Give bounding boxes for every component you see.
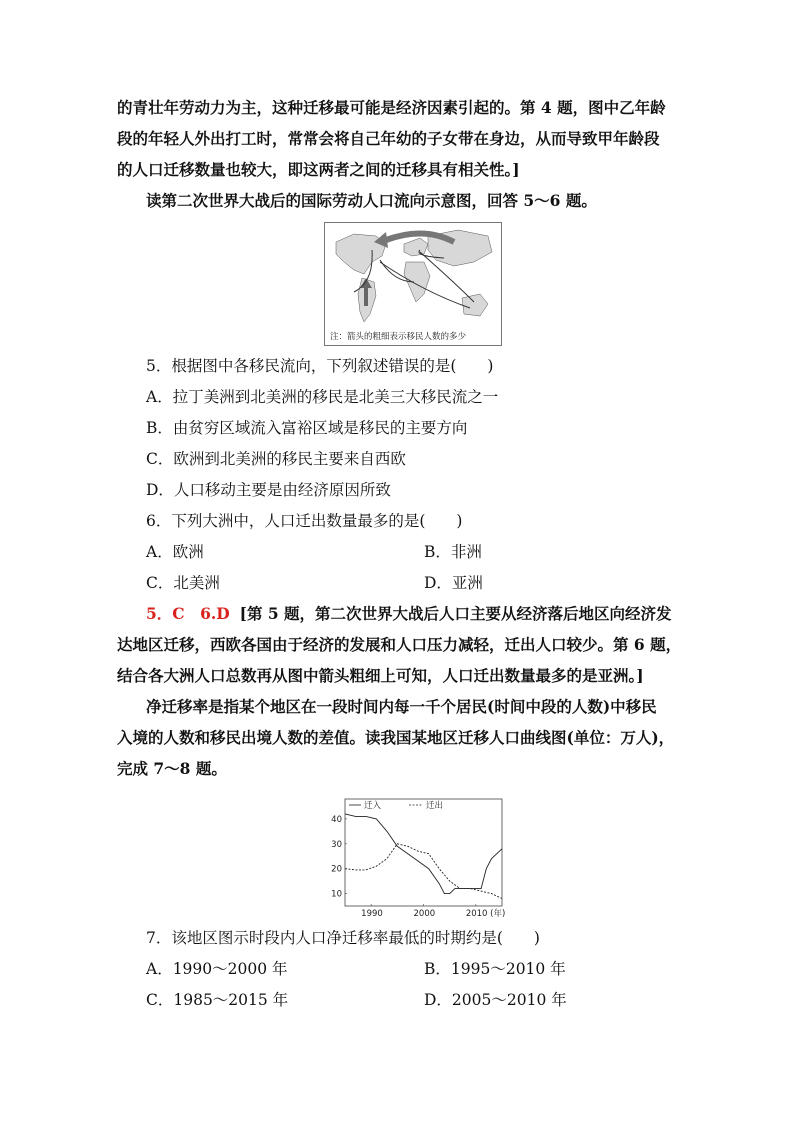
q6-option-b: B．非洲 (424, 543, 482, 561)
answer-line-1 (146, 604, 672, 624)
answer-line-2: 达地区迁移，西欧各国由于经济的发展和人口压力减轻，迁出人口较少。第 6 题， (117, 635, 682, 654)
legend-label-out: 迁出 (426, 801, 444, 811)
q6-option-d: D．亚洲 (424, 574, 483, 592)
intro2-line-1: 净迁移率是指某个地区在一段时间内每一千个居民(时间中段的人数)中移民 (146, 697, 657, 716)
q7-option-b: B．1995～2010 年 (424, 960, 566, 978)
q5-option-c: C．欧洲到北美洲的移民主要来自西欧 (146, 450, 406, 468)
q7-option-a: A．1990～2000 年 (146, 960, 288, 978)
plot-frame (345, 799, 502, 906)
text-line-2: 段的年轻人外出打工时，常常会将自己年幼的子女带在身边，从而导致甲年龄段 (117, 129, 660, 148)
x-tick-label: 2000 (413, 909, 436, 919)
q7-stem: 7．该地区图示时段内人口净迁移率最低的时期约是( ) (146, 929, 540, 947)
y-tick-label: 40 (331, 814, 342, 825)
chart-svg (327, 796, 505, 920)
map-note: 注：箭头的粗细表示移民人数的多少 (330, 332, 467, 342)
legend-label-in: 迁入 (364, 801, 382, 811)
q5-option-b: B．由贫穷区域流入富裕区域是移民的主要方向 (146, 419, 468, 437)
x-tick-label: 1990 (361, 909, 383, 919)
intro2-line-3: 完成 7～8 题。 (117, 759, 227, 778)
x-tick-label: 2010 (年) (465, 909, 505, 919)
world-map-image (324, 222, 502, 346)
answer-line-3: 结合各大洲人口总数再从图中箭头粗细上可知，人口迁出数量最多的是亚洲。] (117, 666, 644, 685)
q7-option-c: C．1985～2015 年 (146, 991, 289, 1009)
migration-line-chart (327, 796, 505, 920)
y-tick-label: 30 (331, 839, 342, 850)
intro2-line-2: 入境的人数和移民出境人数的差值。读我国某地区迁移人口曲线图(单位：万人)， (117, 728, 675, 747)
y-tick-label: 20 (331, 864, 342, 875)
q6-stem: 6．下列大洲中，人口迁出数量最多的是( ) (146, 512, 463, 530)
q6-option-a: A．欧洲 (146, 543, 204, 561)
q5-option-a: A．拉丁美洲到北美洲的移民是北美三大移民流之一 (146, 388, 499, 406)
q5-stem: 5．根据图中各移民流向，下列叙述错误的是( ) (146, 357, 494, 375)
migration-map-figure (324, 222, 502, 346)
q6-option-c: C．北美洲 (146, 574, 220, 592)
text-line-3: 的人口迁移数量也较大，即这两者之间的迁移具有相关性。] (117, 160, 520, 179)
q5-option-d: D．人口移动主要是由经济原因所致 (146, 481, 391, 499)
intro-map: 读第二次世界大战后的国际劳动人口流向示意图，回答 5～6 题。 (146, 191, 597, 210)
q7-option-d: D．2005～2010 年 (424, 991, 567, 1009)
answer-key: 5．C 6.D (146, 604, 230, 623)
text-line-1: 的青壮年劳动力为主，这种迁移最可能是经济因素引起的。第 4 题，图中乙年龄 (117, 98, 666, 117)
y-tick-label: 10 (331, 889, 342, 900)
answer-text-1: [第 5 题，第二次世界大战后人口主要从经济落后地区向经济发 (239, 604, 672, 623)
